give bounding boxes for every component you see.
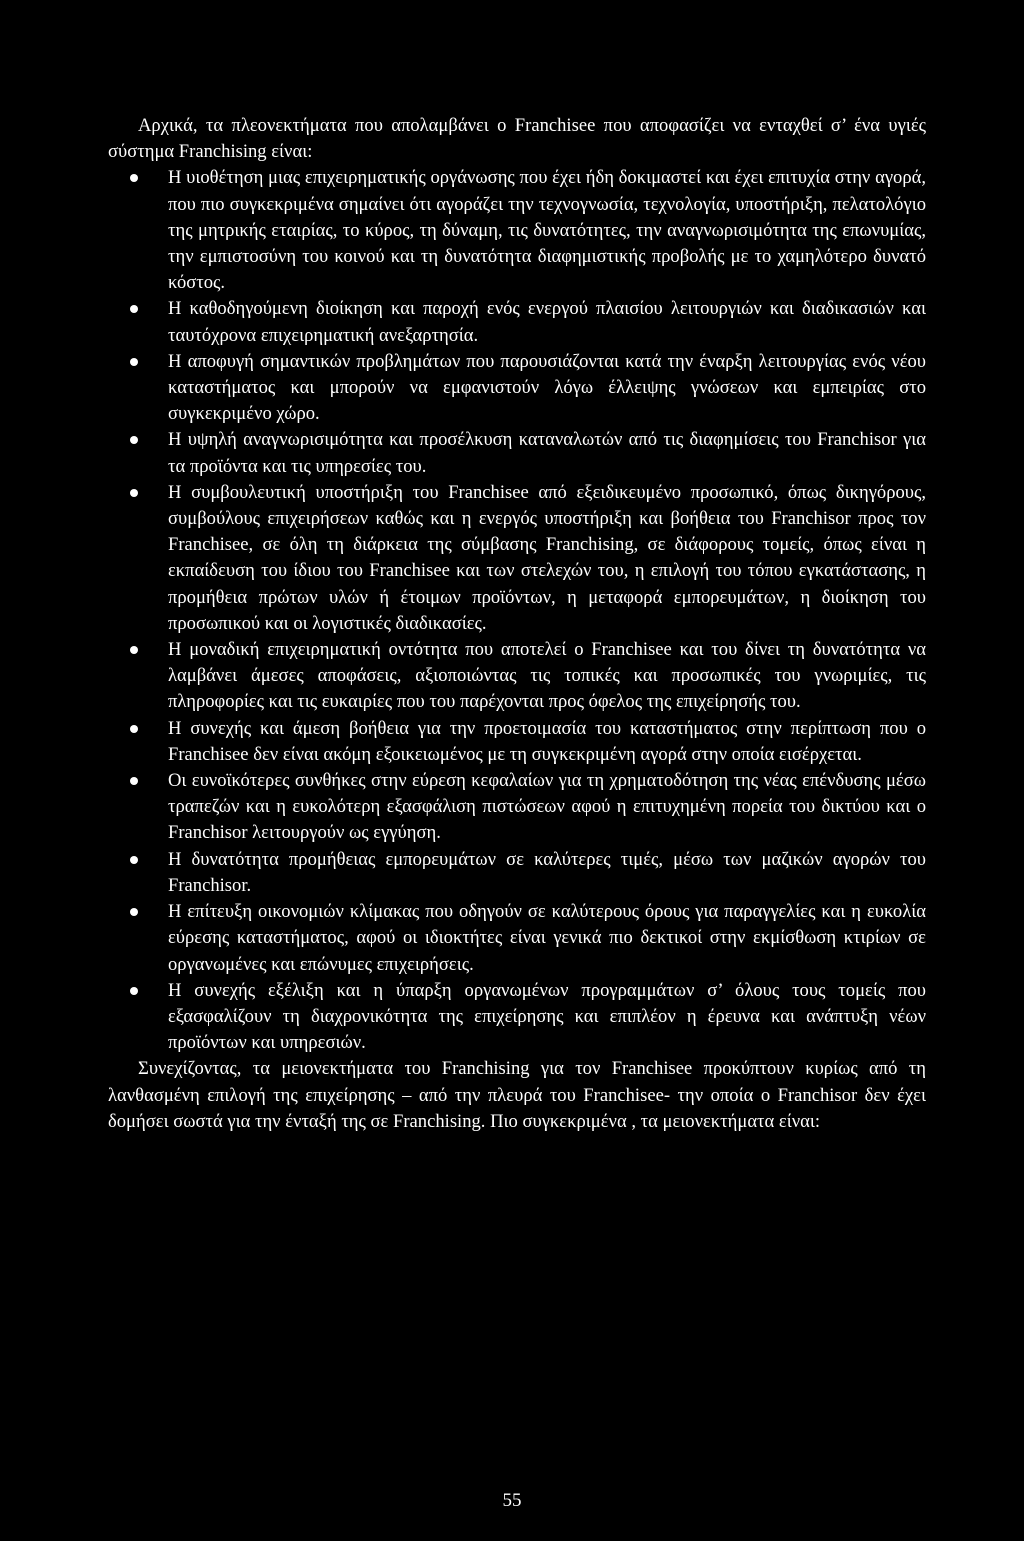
list-item xyxy=(108,427,926,479)
list-item-text: Η μοναδική επιχειρηματική οντότητα που αποτελεί ο Franchisee και του δίνει τη δυνατότητα να λαμβάνει άμεσες αποφάσεις, αξιοποιώντας τις τοπικές και προσωπικές του γνωριμίες, τις πληροφορίες και τις ευκαιρίες που του παρέχονται προς όφελος της επιχείρησής του. xyxy=(168,639,926,713)
bullet-icon xyxy=(130,358,138,366)
list-item xyxy=(108,768,926,847)
bullet-icon xyxy=(130,305,138,313)
bullet-icon xyxy=(130,646,138,654)
intro-paragraph: Αρχικά, τα πλεονεκτήματα που απολαμβάνει ο Franchisee που αποφασίζει να ενταχθεί σ’ ένα υγιές σύστημα Franchising είναι: xyxy=(108,115,926,163)
conclusion-paragraph: Συνεχίζοντας, τα μειονεκτήματα του Franchising για τον Franchisee προκύπτουν κυρίως από τη λανθασμένη επιλογή της επιχείρησης – από την πλευρά του Franchisee- την οποία ο Franchisor δεν έχει δομήσει σωστά για την ένταξή της σε Franchising. Πιο συγκεκριμένα , τα μειονεκτήματα είναι: xyxy=(108,1058,926,1132)
list-item xyxy=(108,349,926,428)
list-item-text: Η συμβουλευτική υποστήριξη του Franchisee από εξειδικευμένο προσωπικό, όπως δικηγόρους, συμβούλους επιχειρήσεων καθώς και η ενεργός υποστήριξη και βοήθεια του Franchisor προς τον Franchisee, σε όλη τη διάρκεια της σύμβασης Franchising, σε διάφορους τομείς, όπως είναι η εκπαίδευση του ίδιου του Franchisee και των στελεχών του, η επιλογή του τόπου εγκατάστασης, η προμήθεια πρώτων υλών ή έτοιμων προϊόντων, η μεταφορά εμπορευμάτων, η διοίκηση του προσωπικού και οι λογιστικές διαδικασίες. xyxy=(168,481,926,634)
list-item-text: Η επίτευξη οικονομιών κλίμακας που οδηγούν σε καλύτερους όρους για παραγγελίες και η ευκολία εύρεσης καταστήματος, αφού οι ιδιοκτήτες είναι γενικά πιο δεκτικοί στην εκμίσθωση κτιρίων σε οργανωμένες και επώνυμες επιχειρήσεις. xyxy=(168,901,926,975)
advantages-list xyxy=(108,165,926,1056)
list-item xyxy=(108,637,926,716)
bullet-icon xyxy=(130,856,138,864)
list-item xyxy=(108,480,926,637)
list-item xyxy=(108,899,926,978)
list-item xyxy=(108,978,926,1057)
bullet-icon xyxy=(130,987,138,995)
list-item-text: Η δυνατότητα προμήθειας εμπορευμάτων σε καλύτερες τιμές, μέσω των μαζικών αγορών του Franchisor. xyxy=(168,848,926,896)
list-item-text: Η συνεχής εξέλιξη και η ύπαρξη οργανωμένων προγραμμάτων σ’ όλους τους τομείς που εξασφαλίζουν τη διαχρονικότητα της επιχείρησης και επιπλέον η έρευνα και ανάπτυξη νέων προϊόντων και υπηρεσιών. xyxy=(168,979,926,1054)
bullet-icon xyxy=(130,908,138,916)
list-item-text: Η υψηλή αναγνωρισιμότητα και προσέλκυση καταναλωτών από τις διαφημίσεις του Franchisor για τα προϊόντα και τις υπηρεσίες του. xyxy=(168,429,926,477)
bullet-icon xyxy=(130,489,138,497)
list-item xyxy=(108,716,926,768)
document-body xyxy=(108,113,926,1135)
list-item-text: Η αποφυγή σημαντικών προβλημάτων που παρουσιάζονται κατά την έναρξη λειτουργίας ενός νέου καταστήματος και μπορούν να εμφανιστούν λόγω έλλειψης γνώσεων και εμπειρίας στο συγκεκριμένο χώρο. xyxy=(168,350,926,425)
bullet-icon xyxy=(130,174,138,182)
page-number: 55 xyxy=(502,1490,522,1511)
bullet-icon xyxy=(130,725,138,733)
list-item xyxy=(108,165,926,296)
list-item-text: Η καθοδηγούμενη διοίκηση και παροχή ενός ενεργού πλαισίου λειτουργιών και διαδικασιών και ταυτόχρονα επιχειρηματική ανεξαρτησία. xyxy=(168,298,926,346)
list-item-text: Η συνεχής και άμεση βοήθεια για την προετοιμασία του καταστήματος στην περίπτωση που ο Franchisee δεν είναι ακόμη εξοικειωμένος με τη συγκεκριμένη αγορά στην οποία εισέρχεται. xyxy=(168,717,926,765)
list-item-text: Η υιοθέτηση μιας επιχειρηματικής οργάνωσης που έχει ήδη δοκιμαστεί και έχει επιτυχία στην αγορά, που πιο συγκεκριμένα σημαίνει ότι αγοράζει την τεχνογνωσία, τεχνολογία, υποστήριξη, πελατολόγιο της μητρικής εταιρίας, το κύρος, τη δύναμη, τις δυνατότητες, την αναγνωρισιμότητα της επωνυμίας, την εμπιστοσύνη του κοινού και τη δυνατότητα διαφημιστικής προβολής με το χαμηλότερο δυνατό κόστος. xyxy=(168,167,926,294)
list-item-text: Οι ευνοϊκότερες συνθήκες στην εύρεση κεφαλαίων για τη χρηματοδότηση της νέας επένδυσης μέσω τραπεζών και η ευκολότερη εξασφάλιση πιστώσεων αφού η επιτυχημένη πορεία του δικτύου και ο Franchisor λειτουργούν ως εγγύηση. xyxy=(168,770,926,844)
bullet-icon xyxy=(130,436,138,444)
list-item xyxy=(108,847,926,899)
list-item xyxy=(108,296,926,348)
bullet-icon xyxy=(130,777,138,785)
